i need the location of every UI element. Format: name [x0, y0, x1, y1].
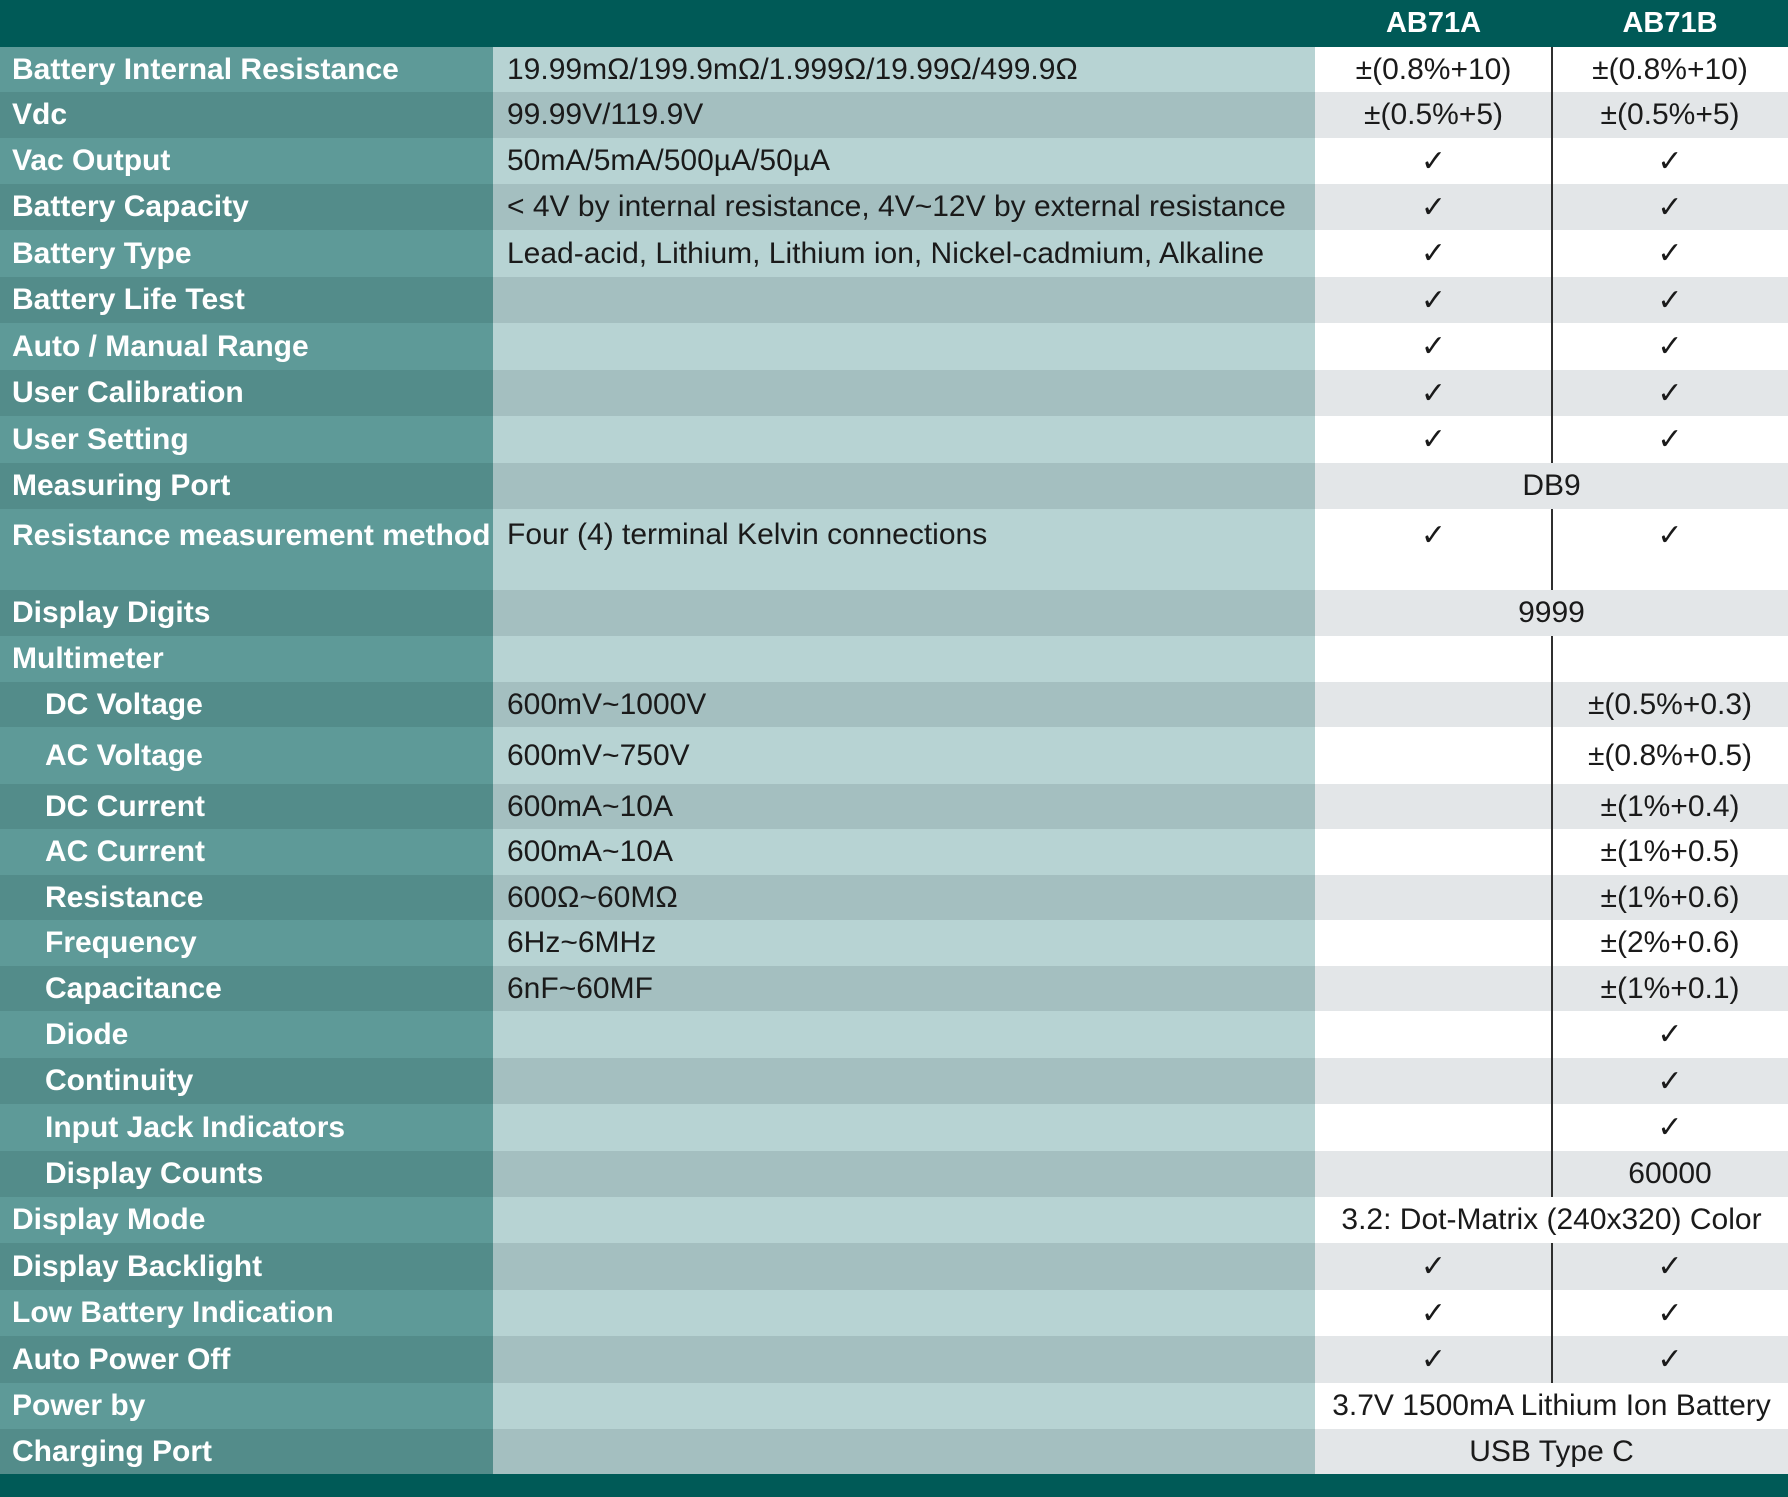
model-a-value: ±(0.5%+5) — [1315, 92, 1552, 138]
model-a-value: ±(0.8%+10) — [1315, 47, 1552, 92]
row-label: Display Backlight — [0, 1243, 493, 1290]
table-row — [0, 463, 1788, 509]
check-icon: ✓ — [1552, 1336, 1788, 1383]
check-icon: ✓ — [1315, 230, 1552, 277]
row-label: Battery Capacity — [0, 184, 493, 230]
model-a-value — [1315, 875, 1552, 920]
shared-value: 9999 — [1315, 590, 1788, 636]
row-range — [493, 370, 1315, 416]
column-divider — [1551, 784, 1553, 829]
table-row — [0, 920, 1788, 966]
row-label: Auto Power Off — [0, 1336, 493, 1383]
check-icon: ✓ — [1552, 138, 1788, 184]
model-a-value — [1315, 727, 1552, 784]
row-range — [493, 463, 1315, 509]
row-range — [493, 1243, 1315, 1290]
table-row — [0, 277, 1788, 323]
row-range: 99.99V/119.9V — [493, 92, 1315, 138]
column-divider — [1551, 230, 1553, 277]
column-divider — [1551, 1336, 1553, 1383]
table-row — [0, 92, 1788, 138]
table-row — [0, 1383, 1788, 1429]
row-label: Vdc — [0, 92, 493, 138]
column-divider — [1551, 1011, 1553, 1058]
row-label: Display Digits — [0, 590, 493, 636]
check-icon: ✓ — [1552, 509, 1788, 590]
column-divider — [1551, 682, 1553, 727]
table-row — [0, 323, 1788, 370]
table-row — [0, 966, 1788, 1011]
model-b-value: 60000 — [1552, 1151, 1788, 1197]
check-icon: ✓ — [1552, 416, 1788, 463]
table-row — [0, 47, 1788, 92]
row-range — [493, 636, 1315, 682]
table-row — [0, 682, 1788, 727]
model-b-value: ±(1%+0.6) — [1552, 875, 1788, 920]
model-a-value — [1315, 920, 1552, 966]
model-a-value — [1315, 829, 1552, 875]
model-b-value: ±(0.5%+0.3) — [1552, 682, 1788, 727]
check-icon: ✓ — [1552, 1104, 1788, 1151]
table-row — [0, 1243, 1788, 1290]
column-divider — [1551, 1104, 1553, 1151]
shared-value: DB9 — [1315, 463, 1788, 509]
row-label: Vac Output — [0, 138, 493, 184]
model-a-value — [1315, 636, 1552, 682]
check-icon: ✓ — [1552, 1011, 1788, 1058]
row-range — [493, 1011, 1315, 1058]
row-range: 50mA/5mA/500µA/50µA — [493, 138, 1315, 184]
column-divider — [1551, 1243, 1553, 1290]
row-range: 600Ω~60MΩ — [493, 875, 1315, 920]
row-label: Input Jack Indicators — [0, 1104, 493, 1151]
table-row — [0, 370, 1788, 416]
row-range — [493, 590, 1315, 636]
column-divider — [1551, 184, 1553, 230]
row-range: Lead-acid, Lithium, Lithium ion, Nickel-cadmium, Alkaline — [493, 230, 1315, 277]
check-icon: ✓ — [1552, 1290, 1788, 1336]
model-b-value: ±(0.8%+0.5) — [1552, 727, 1788, 784]
row-range — [493, 416, 1315, 463]
model-b-value: ±(1%+0.1) — [1552, 966, 1788, 1011]
shared-value: USB Type C — [1315, 1429, 1788, 1474]
column-divider — [1551, 47, 1553, 92]
table-row — [0, 230, 1788, 277]
row-range — [493, 277, 1315, 323]
column-divider — [1551, 636, 1553, 682]
row-label: Frequency — [0, 920, 493, 966]
row-label: Charging Port — [0, 1429, 493, 1474]
check-icon: ✓ — [1315, 1243, 1552, 1290]
model-a-value — [1315, 1011, 1552, 1058]
table-row — [0, 509, 1788, 590]
column-divider — [1551, 509, 1553, 590]
row-label: Battery Internal Resistance — [0, 47, 493, 92]
table-row — [0, 590, 1788, 636]
check-icon: ✓ — [1315, 509, 1552, 590]
check-icon: ✓ — [1315, 323, 1552, 370]
table-row — [0, 1104, 1788, 1151]
column-divider — [1551, 1151, 1553, 1197]
model-b-value: ±(0.8%+10) — [1552, 47, 1788, 92]
table-row — [0, 1151, 1788, 1197]
row-range: Four (4) terminal Kelvin connections — [493, 509, 1315, 590]
column-divider — [1551, 727, 1553, 784]
model-a-value — [1315, 1151, 1552, 1197]
check-icon: ✓ — [1552, 323, 1788, 370]
row-label: DC Current — [0, 784, 493, 829]
row-label: Multimeter — [0, 636, 493, 682]
row-label: Battery Life Test — [0, 277, 493, 323]
model-b-value: ±(0.5%+5) — [1552, 92, 1788, 138]
table-row — [0, 727, 1788, 784]
check-icon: ✓ — [1315, 1290, 1552, 1336]
row-label: Battery Type — [0, 230, 493, 277]
row-label: AC Voltage — [0, 727, 493, 784]
column-divider — [1551, 323, 1553, 370]
row-label: Diode — [0, 1011, 493, 1058]
table-footer-bar — [0, 1474, 1788, 1497]
row-label: Low Battery Indication — [0, 1290, 493, 1336]
row-range — [493, 1058, 1315, 1104]
column-divider — [1551, 875, 1553, 920]
table-row — [0, 784, 1788, 829]
row-label: Continuity — [0, 1058, 493, 1104]
row-range: 19.99mΩ/199.9mΩ/1.999Ω/19.99Ω/499.9Ω — [493, 47, 1315, 92]
model-a-value — [1315, 1104, 1552, 1151]
row-range: 600mA~10A — [493, 784, 1315, 829]
column-divider — [1551, 92, 1553, 138]
check-icon: ✓ — [1315, 184, 1552, 230]
shared-value: 3.7V 1500mA Lithium Ion Battery — [1315, 1383, 1788, 1429]
row-range — [493, 1290, 1315, 1336]
row-label: Display Counts — [0, 1151, 493, 1197]
column-divider — [1551, 370, 1553, 416]
check-icon: ✓ — [1552, 370, 1788, 416]
column-divider — [1551, 920, 1553, 966]
column-divider — [1551, 1058, 1553, 1104]
table-row — [0, 875, 1788, 920]
column-divider — [1551, 966, 1553, 1011]
table-row — [0, 1011, 1788, 1058]
column-divider — [1551, 416, 1553, 463]
table-header — [0, 0, 1788, 47]
row-range — [493, 323, 1315, 370]
row-label: User Calibration — [0, 370, 493, 416]
table-row — [0, 636, 1788, 682]
check-icon: ✓ — [1552, 1058, 1788, 1104]
model-b-value — [1552, 636, 1788, 682]
model-a-value — [1315, 682, 1552, 727]
row-range: 600mV~1000V — [493, 682, 1315, 727]
row-label: Measuring Port — [0, 463, 493, 509]
model-b-value: ±(2%+0.6) — [1552, 920, 1788, 966]
row-label: Display Mode — [0, 1197, 493, 1243]
row-label: Resistance — [0, 875, 493, 920]
check-icon: ✓ — [1315, 370, 1552, 416]
model-b-value: ±(1%+0.4) — [1552, 784, 1788, 829]
table-row — [0, 1058, 1788, 1104]
model-b-heading: AB71B — [1622, 7, 1718, 39]
check-icon: ✓ — [1552, 184, 1788, 230]
row-range — [493, 1383, 1315, 1429]
model-a-value — [1315, 784, 1552, 829]
check-icon: ✓ — [1315, 138, 1552, 184]
row-range — [493, 1104, 1315, 1151]
check-icon: ✓ — [1315, 416, 1552, 463]
row-label: DC Voltage — [0, 682, 493, 727]
check-icon: ✓ — [1552, 1243, 1788, 1290]
column-divider — [1551, 829, 1553, 875]
row-range — [493, 1151, 1315, 1197]
row-range: < 4V by internal resistance, 4V~12V by external resistance — [493, 184, 1315, 230]
row-range: 6nF~60MF — [493, 966, 1315, 1011]
table-row — [0, 1197, 1788, 1243]
row-label: AC Current — [0, 829, 493, 875]
check-icon: ✓ — [1315, 1336, 1552, 1383]
model-a-heading: AB71A — [1385, 7, 1482, 39]
row-label: Power by — [0, 1383, 493, 1429]
shared-value: 3.2: Dot-Matrix (240x320) Color — [1315, 1197, 1788, 1243]
row-range — [493, 1429, 1315, 1474]
table-row — [0, 1336, 1788, 1383]
table-row — [0, 1429, 1788, 1474]
row-range — [493, 1197, 1315, 1243]
table-row — [0, 138, 1788, 184]
model-b-value: ±(1%+0.5) — [1552, 829, 1788, 875]
table-row — [0, 1290, 1788, 1336]
row-label: Resistance measurement method — [0, 509, 493, 590]
model-a-value — [1315, 1058, 1552, 1104]
row-range — [493, 1336, 1315, 1383]
column-divider — [1551, 138, 1553, 184]
table-row — [0, 184, 1788, 230]
row-label: Capacitance — [0, 966, 493, 1011]
row-label: Auto / Manual Range — [0, 323, 493, 370]
check-icon: ✓ — [1552, 277, 1788, 323]
check-icon: ✓ — [1552, 230, 1788, 277]
row-range: 600mA~10A — [493, 829, 1315, 875]
table-row — [0, 829, 1788, 875]
column-divider — [1551, 1290, 1553, 1336]
column-divider — [1551, 277, 1553, 323]
check-icon: ✓ — [1315, 277, 1552, 323]
table-row — [0, 416, 1788, 463]
row-label: User Setting — [0, 416, 493, 463]
row-range: 6Hz~6MHz — [493, 920, 1315, 966]
row-range: 600mV~750V — [493, 727, 1315, 784]
model-a-value — [1315, 966, 1552, 1011]
